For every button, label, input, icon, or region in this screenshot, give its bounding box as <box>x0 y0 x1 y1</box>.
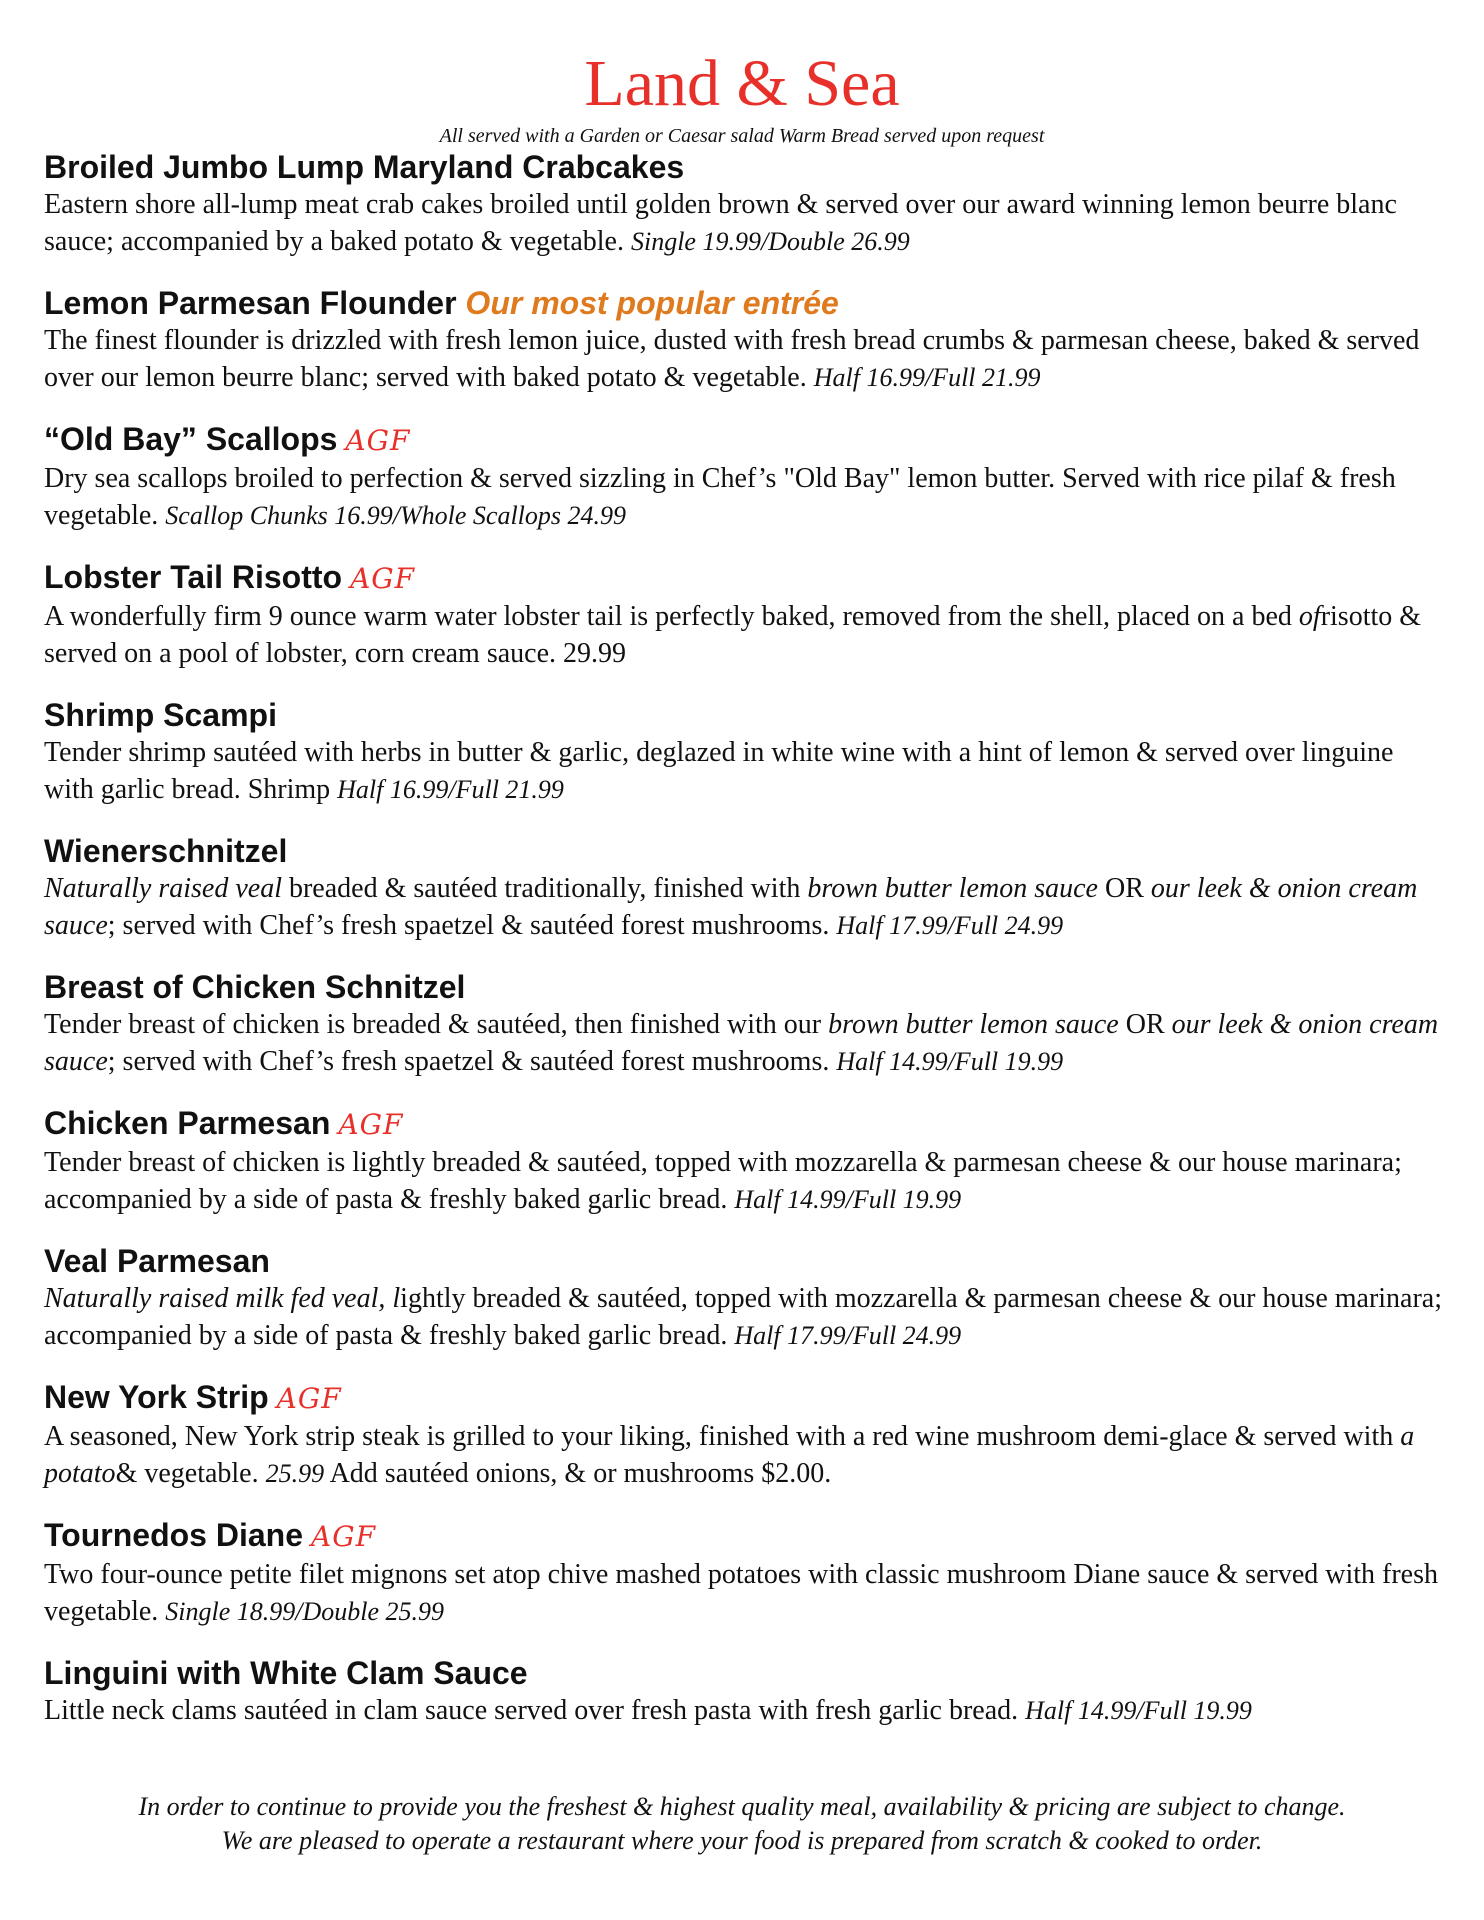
menu-item <box>44 1516 1444 1630</box>
item-name: Linguini with White Clam Sauce <box>44 1655 528 1691</box>
item-description: A wonderfully firm 9 ounce warm water lobster tail is perfectly baked, removed from the shell, placed on a bed ofrisotto & served on a pool of lobster, corn cream sauce. 29.99 <box>44 601 1422 669</box>
item-name: Wienerschnitzel <box>44 833 288 869</box>
item-price: Half 17.99/Full 24.99 <box>734 1321 962 1350</box>
item-price: Half 14.99/Full 19.99 <box>1025 1696 1252 1725</box>
item-name: Broiled Jumbo Lump Maryland Crabcakes <box>44 149 685 185</box>
menu-item <box>44 558 1444 672</box>
item-price: Half 16.99/Full 21.99 <box>337 775 564 804</box>
agf-badge: AGF <box>350 562 416 595</box>
menu-item <box>44 284 1444 396</box>
item-description: Two four-ounce petite filet mignons set atop chive mashed potatoes with classic mushroom Diane sauce & served with fresh vegetable. Single 18.99/Double 25.99 <box>44 1559 1438 1627</box>
item-description: The finest flounder is drizzled with fresh lemon juice, dusted with fresh bread crumbs & parmesan cheese, baked & served over our lemon beurre blanc; served with baked potato & vegetable. Half 16.99/Full 21.99 <box>44 325 1420 393</box>
item-description: Eastern shore all-lump meat crab cakes broiled until golden brown & served over our award winning lemon beurre blanc sauce; accompanied by a baked potato & vegetable. Single 19.99/Double 26.99 <box>44 189 1397 257</box>
item-price: 25.99 <box>265 1459 325 1488</box>
item-name: Veal Parmesan <box>44 1243 270 1279</box>
popular-tag: Our most popular entrée <box>465 285 839 321</box>
menu-item <box>44 1242 1444 1354</box>
footer-line-1: In order to continue to provide you the freshest & highest quality meal, availability & pricing are subject to change. <box>138 1792 1346 1821</box>
footer-note <box>0 1790 1484 1858</box>
item-description: Little neck clams sautéed in clam sauce served over fresh pasta with fresh garlic bread. Half 14.99/Full 19.99 <box>44 1695 1252 1726</box>
item-name: “Old Bay” Scallops <box>44 421 338 457</box>
item-name: Shrimp Scampi <box>44 697 277 733</box>
menu-item <box>44 1378 1444 1492</box>
menu-item <box>44 696 1444 808</box>
menu-item <box>44 1654 1444 1729</box>
item-description: Tender breast of chicken is lightly breaded & sautéed, topped with mozzarella & parmesan cheese & our house marinara; accompanied by a side of pasta & freshly baked garlic bread. Half 14.99/Full 19.99 <box>44 1147 1402 1215</box>
item-description: Naturally raised veal breaded & sautéed traditionally, finished with brown butter lemon sauce OR our leek & onion cream sauce; served with Chef’s fresh spaetzel & sautéed forest mushrooms. Half 17.99/Full 24.99 <box>44 873 1418 941</box>
menu-item <box>44 832 1444 944</box>
page-title: Land & Sea <box>584 47 900 120</box>
footer-line-2: We are pleased to operate a restaurant where your food is prepared from scratch & cooked to order. <box>221 1826 1263 1855</box>
item-price: Half 17.99/Full 24.99 <box>836 911 1064 940</box>
item-price: Single 18.99/Double 25.99 <box>165 1597 445 1626</box>
item-name: Tournedos Diane <box>44 1517 303 1553</box>
menu-item <box>44 1104 1444 1218</box>
item-description: A seasoned, New York strip steak is grilled to your liking, finished with a red wine mushroom demi-glace & served with a potato& vegetable. 25.99 Add sautéed onions, & or mushrooms $2.00. <box>44 1421 1415 1489</box>
menu-item <box>44 968 1444 1080</box>
item-price: Single 19.99/Double 26.99 <box>630 227 910 256</box>
item-description: Naturally raised milk fed veal, lightly breaded & sautéed, topped with mozzarella & parmesan cheese & our house marinara; accompanied by a side of pasta & freshly baked garlic bread. Half 17.99/Full 24.99 <box>44 1283 1443 1351</box>
item-name: Lobster Tail Risotto <box>44 559 343 595</box>
menu-items <box>44 148 1444 1753</box>
item-name: New York Strip <box>44 1379 269 1415</box>
item-description: Tender shrimp sautéed with herbs in butter & garlic, deglazed in white wine with a hint of lemon & served over linguine with garlic bread. Shrimp Half 16.99/Full 21.99 <box>44 737 1394 805</box>
menu-item <box>44 148 1444 260</box>
item-price: Half 14.99/Full 19.99 <box>836 1047 1064 1076</box>
menu-item <box>44 420 1444 534</box>
item-price: Scallop Chunks 16.99/Whole Scallops 24.99 <box>165 501 627 530</box>
page-subtitle: All served with a Garden or Caesar salad Warm Bread served upon request <box>439 125 1045 147</box>
item-name: Breast of Chicken Schnitzel <box>44 969 466 1005</box>
agf-badge: AGF <box>310 1520 376 1553</box>
item-name: Chicken Parmesan <box>44 1105 331 1141</box>
agf-badge: AGF <box>338 1108 404 1141</box>
item-name: Lemon Parmesan Flounder <box>44 285 457 321</box>
agf-badge: AGF <box>276 1382 342 1415</box>
item-description: Dry sea scallops broiled to perfection & served sizzling in Chef’s "Old Bay" lemon butter. Served with rice pilaf & fresh vegetable. Scallop Chunks 16.99/Whole Scallops 24.99 <box>44 463 1396 531</box>
agf-badge: AGF <box>345 424 411 457</box>
item-price: Half 16.99/Full 21.99 <box>813 363 1041 392</box>
item-price: Half 14.99/Full 19.99 <box>734 1185 962 1214</box>
item-description: Tender breast of chicken is breaded & sautéed, then finished with our brown butter lemon sauce OR our leek & onion cream sauce; served with Chef’s fresh spaetzel & sautéed forest mushrooms. Half 14.99/Full 19.99 <box>44 1009 1439 1077</box>
